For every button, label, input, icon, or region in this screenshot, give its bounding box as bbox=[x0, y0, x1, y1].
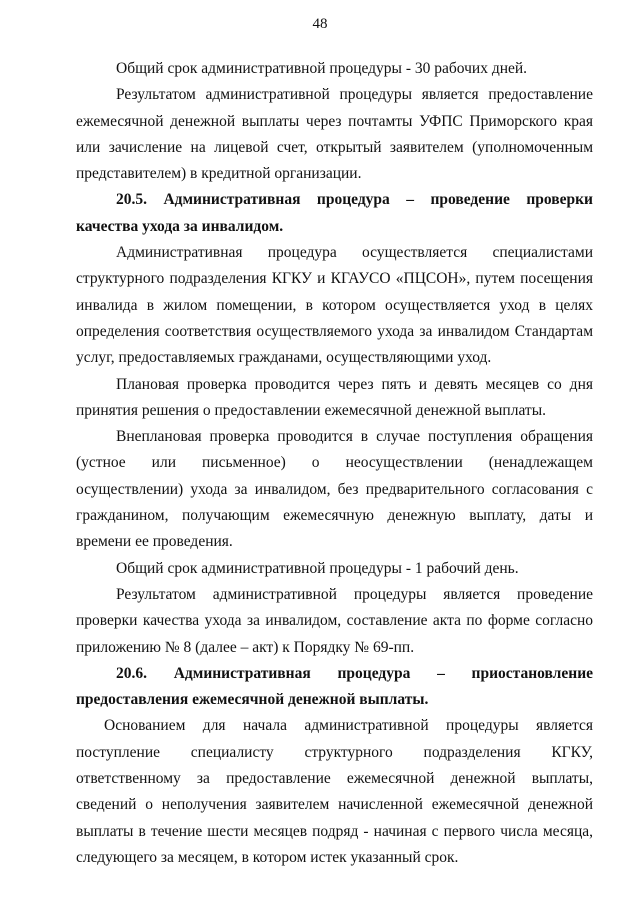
section-heading-20-6: 20.6. Административная процедура – приостановление предоставления ежемесячной денежной выплаты. bbox=[76, 664, 593, 709]
paragraph-result-check: Результатом административной процедуры является проведение проверки качества ухода за инвалидом, составление акта по форме согласно приложению № 8 (далее – акт) к Порядку № 69-пп. bbox=[76, 585, 593, 656]
section-heading-20-5: 20.5. Административная процедура – проведение проверки качества ухода за инвалидом. bbox=[76, 191, 593, 235]
paragraph-procedure-performed: Административная процедура осуществляется специалистами структурного подразделения КГКУ и КГАУСО «ПЦСОН», путем посещения инвалида в жилом помещении, в котором осуществляется уход в целях определения соответствия осуществляемого ухода за инвалидом Стандартам услуг, предоставляемых гражданами, осуществляющими уход. bbox=[76, 244, 593, 367]
document-body bbox=[76, 56, 593, 871]
paragraph-unplanned-check: Внеплановая проверка проводится в случае поступления обращения (устное или письменное) о неосуществлении (ненадлежащем осуществлении) ухода за инвалидом, без предварительного согласования с гражданином, получающим ежемесячную денежную выплату, даты и времени ее проведения. bbox=[76, 428, 593, 551]
paragraph-term-1-day: Общий срок административной процедуры - 1 рабочий день. bbox=[116, 559, 519, 577]
paragraph-term-30-days: Общий срок административной процедуры - 30 рабочих дней. bbox=[116, 60, 528, 77]
paragraph-planned-check: Плановая проверка проводится через пять и девять месяцев со дня принятия решения о предоставлении ежемесячной денежной выплаты. bbox=[76, 375, 593, 419]
paragraph-suspension-grounds: Основанием для начала административной процедуры является поступление специалисту структурного подразделения КГКУ, ответственному за предоставление ежемесячной денежной выплаты, сведений о неполучения заявителем начисленной ежемесячной денежной выплаты в течение шести месяцев подряд - начиная с первого числа месяца, следующего за месяцем, в котором истек указанный срок. bbox=[76, 717, 593, 866]
paragraph-result-payment: Результатом административной процедуры является предоставление ежемесячной денежной выплаты через почтамты УФПС Приморского края или зачисление на лицевой счет, открытый заявителем (уполномоченным представителем) в кредитной организации. bbox=[76, 86, 593, 183]
page-number: 48 bbox=[312, 16, 328, 32]
